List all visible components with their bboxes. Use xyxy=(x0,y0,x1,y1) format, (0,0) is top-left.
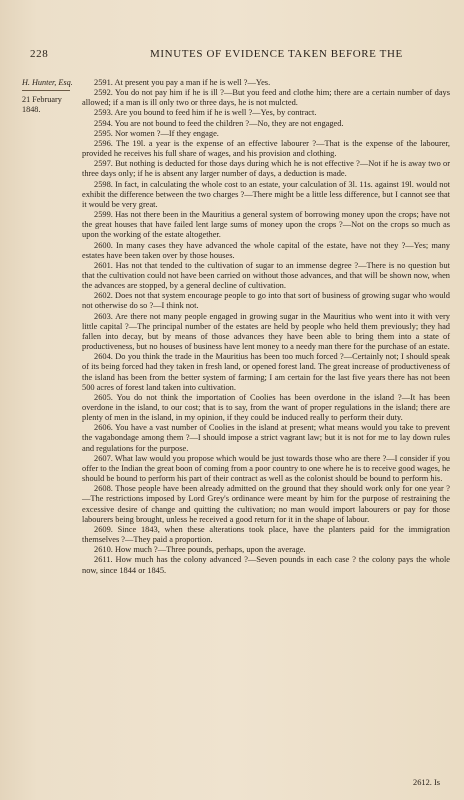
paragraph: 2596. The 19l. a year is the expense of an effective labourer ?—That is the expense of the labourer, provided he receives his full share of wages, and his provision and clothing. xyxy=(82,138,450,159)
paragraph: 2608. Those people have been already admitted on the ground that they should work only for one year ?—The restrictions imposed by Lord Grey's ordinance were meant by him for the purpose of restraining the excessive desire of change and quitting the cultivation; no man would import labourers or pay for those labourers being brought, unless he received a good return for it in the shape of labour. xyxy=(82,484,450,524)
paragraph: 2605. You do not think the importation of Coolies has been overdone in the island ?—It has been overdone in the island, to our cost; that is to say, from the want of proper regulations in the island; there are plenty of men in the island, in my opinion, if they could be induced really to perform their duty. xyxy=(82,392,450,423)
paragraph: 2598. In fact, in calculating the whole cost to an estate, your calculation of 3l. 11s. against 19l. would not exhibit the difference between the two charges ?—There might be a little less difference, but I cannot see that it would be very great. xyxy=(82,179,450,209)
catchword: 2612. Is xyxy=(413,778,440,787)
paragraph: 2607. What law would you propose which would be just towards those who are there ?—I consider if you offer to the Indian the great boon of coming from a poor country to one where he is to receive good wages, he should be bound to perform his part of their contract as well as the colonist should be bound to perform his. xyxy=(82,453,450,484)
sidenote-divider xyxy=(22,90,70,91)
paragraph: 2602. Does not that system encourage people to go into that sort of business of growing sugar who would not otherwise do so ?—I think not. xyxy=(82,291,450,311)
paragraph: 2609. Since 1843, when these alterations took place, have the planters paid for the immigration themselves ?—They paid a proportion. xyxy=(82,524,450,545)
paragraph: 2599. Has not there been in the Mauritius a general system of borrowing money upon the crops; have not the great houses that have failed lent large sums of money upon the crops ?—Not on the crops so much as upon the working of the estate altogether. xyxy=(82,210,450,240)
paragraph: 2595. Nor women ?—If they engage. xyxy=(94,128,219,138)
paragraph: 2611. How much has the colony advanced ?—Seven pounds in each case ? the colony pays the whole now, since 1844 or 1845. xyxy=(82,555,450,575)
paragraph: 2600. In many cases they have advanced the whole capital of the estate, have not they ?—Yes; many estates have been taken over by those houses. xyxy=(82,240,450,260)
paragraph: 2593. Are you bound to feed him if he is well ?—Yes, by contract. xyxy=(94,108,317,118)
date-sidenote: 21 February 1848. xyxy=(22,95,62,114)
paragraph: 2603. Are there not many people engaged in growing sugar in the Mauritius who went into it with very little capital ?—The principal number of the estates are held by people who held them previously; they had fallen into decay, but by means of those advances they have been able to bring them into a state of productiveness, but no houses of business have lent money to a needy man there for the purchase of an estate. xyxy=(82,311,450,352)
paragraph: 2606. You have a vast number of Coolies in the island at present; what means would you take to prevent the vagabondage among them ?—I should impose a strict vagrant law; but it is not for me to lay down rules and regulations for the purpose. xyxy=(82,423,450,453)
paragraph: 2601. Has not that tended to the cultivation of sugar to an immense degree ?—There is no question but that the cultivation could not have been carried on without those advances, and that will be shown now, when the advances are stopped, by a general decline of cultivation. xyxy=(82,260,450,291)
page-number: 228 xyxy=(30,48,49,60)
paragraph: 2604. Do you think the trade in the Mauritius has been too much forced ?—Certainly not; I should speak of its being forced had they taken in fresh land, or opened forest land. The great increase of productiveness of the island has been from the better system of farming; I am certain for the last five years there has not been 500 acres of forest land taken into cultivation. xyxy=(82,352,450,392)
page-header xyxy=(30,48,444,62)
paragraph: 2592. You do not pay him if he is ill ?—But you feed and clothe him; there are a certain number of days allowed; if a man is ill only two or three days, he is not mulcted. xyxy=(82,88,450,108)
running-title: MINUTES OF EVIDENCE TAKEN BEFORE THE xyxy=(150,48,403,60)
evidence-body xyxy=(82,78,450,576)
paragraph: 2610. How much ?—Three pounds, perhaps, upon the average. xyxy=(94,545,306,555)
witness-sidenote: H. Hunter, Esq. xyxy=(22,78,73,87)
paragraph: 2591. At present you pay a man if he is well ?—Yes. xyxy=(94,78,271,87)
paragraph: 2597. But nothing is deducted for those days during which he is not effective ?—Not if he is away two or three days only; if he is absent any larger number of days, a deduction is made. xyxy=(82,159,450,179)
paragraph: 2594. You are not bound to feed the children ?—No, they are not engaged. xyxy=(94,118,344,128)
